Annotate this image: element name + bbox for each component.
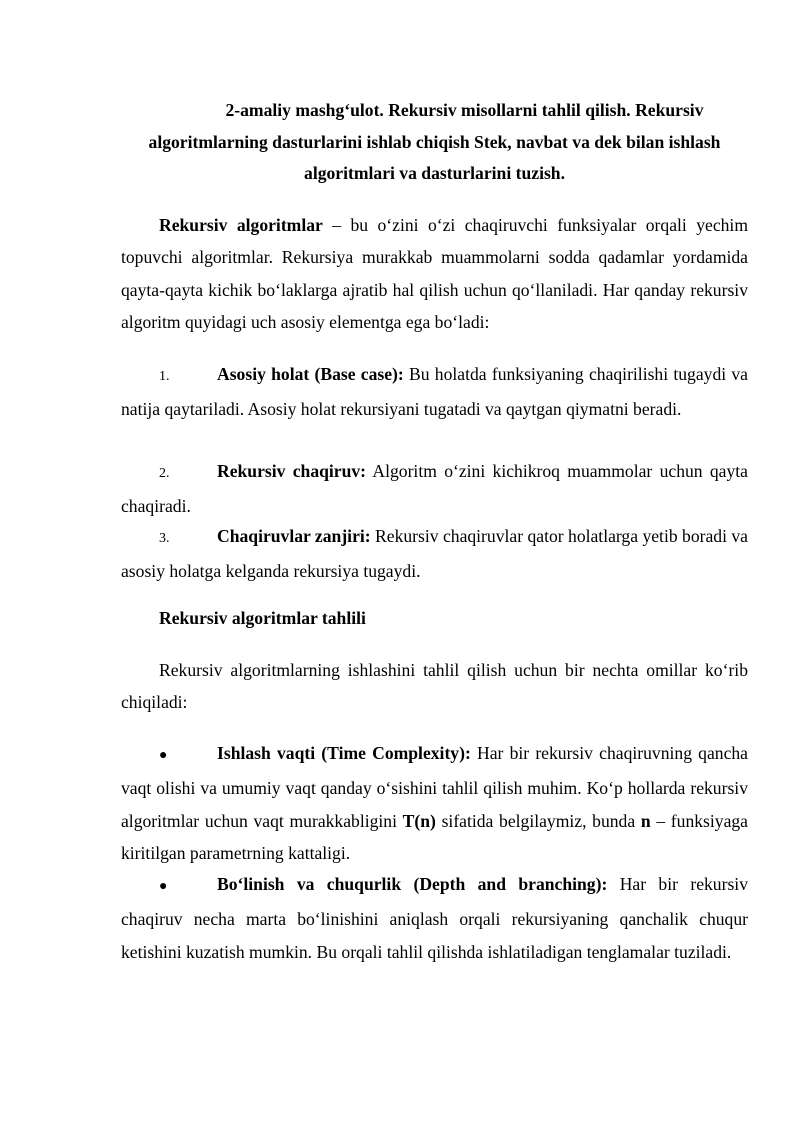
bullet-text: Har bir rekursiv chaqiruv necha marta bo‘linishini aniqlash orqali rekursiyaning qanchalik chuqur ketishini kuzatish mumkin. Bu orqali tahlil qilishda ishlatiladigan tenglamalar tuziladi. [121,874,748,962]
bullet-marker: ● [159,879,168,894]
bullet-term: Bo‘linish va chuqurlik (Depth and branching): [217,874,608,894]
section-intro-paragraph: Rekursiv algoritmlarning ishlashini tahlil qilish uchun bir nechta omillar ko‘rib chiqiladi: [121,660,748,713]
intro-paragraph [121,209,748,338]
bullet-text-c: sifatida belgilaymiz, bunda [435,810,641,831]
intro-text: – bu o‘zini o‘zi chaqiruvchi funksiyalar orqali yechim topuvchi algoritmlar. Rekursiya murakkab muammolarni sodda qadamlar yordamida qayta-qayta kichik bo‘laklarga ajratib hal qilish uchun qo‘llaniladi. Har qanday rekursiv algoritm quyidagi uch asosiy elementga ega bo‘ladi: [121,215,749,332]
bullet-marker: ● [159,748,168,763]
bullet-text-e: – funksiyaga kiritilgan parametrning kattaligi. [121,810,748,863]
item-text: Bu holatda funksiyaning chaqirilishi tugaydi va natija qaytariladi. Asosiy holat rekursiyani tugatadi va qaytgan qiymatni beradi. [121,364,748,420]
item-term: Rekursiv chaqiruv: [217,461,367,481]
section-heading: Rekursiv algoritmlar tahlili [159,608,366,628]
intro-term: Rekursiv algoritmlar [159,215,323,235]
bullet-item-2 [121,868,748,968]
title-line-2: algoritmlarning dasturlarini ishlab chiqish Stek, navbat va dek bilan ishlash [148,131,721,152]
bullet-term: Ishlash vaqti (Time Complexity): [217,743,471,763]
numbered-item-1 [121,358,748,426]
parameter-symbol: n [640,810,651,831]
bullet-item-1 [121,737,748,869]
item-text: Algoritm o‘zini kichikroq muammolar uchun qayta chaqiradi. [121,461,748,517]
item-number: 1. [159,369,170,384]
numbered-item-2 [121,455,748,523]
item-number: 3. [159,531,170,546]
item-number: 2. [159,466,170,481]
complexity-symbol: T(n) [402,810,436,831]
document-title [121,95,748,190]
item-term: Asosiy holat (Base case): [217,364,404,384]
bullet-text-a: Har bir rekursiv chaqiruvning qancha vaqt olishi va umumiy vaqt qanday o‘sishini tahlil qilish muhim. Ko‘p hollarda rekursiv algoritmlar uchun vaqt murakkabligini [121,743,748,831]
numbered-item-3 [121,520,748,588]
item-term: Chaqiruvlar zanjiri: [217,526,371,546]
title-line-3: algoritmlari va dasturlarini tuzish. [304,163,565,183]
title-line-1: 2-amaliy mashg‘ulot. Rekursiv misollarni tahlil qilish. Rekursiv [225,100,704,120]
item-text: Rekursiv chaqiruvlar qator holatlarga yetib boradi va asosiy holatga kelganda rekursiya tugaydi. [121,526,748,582]
